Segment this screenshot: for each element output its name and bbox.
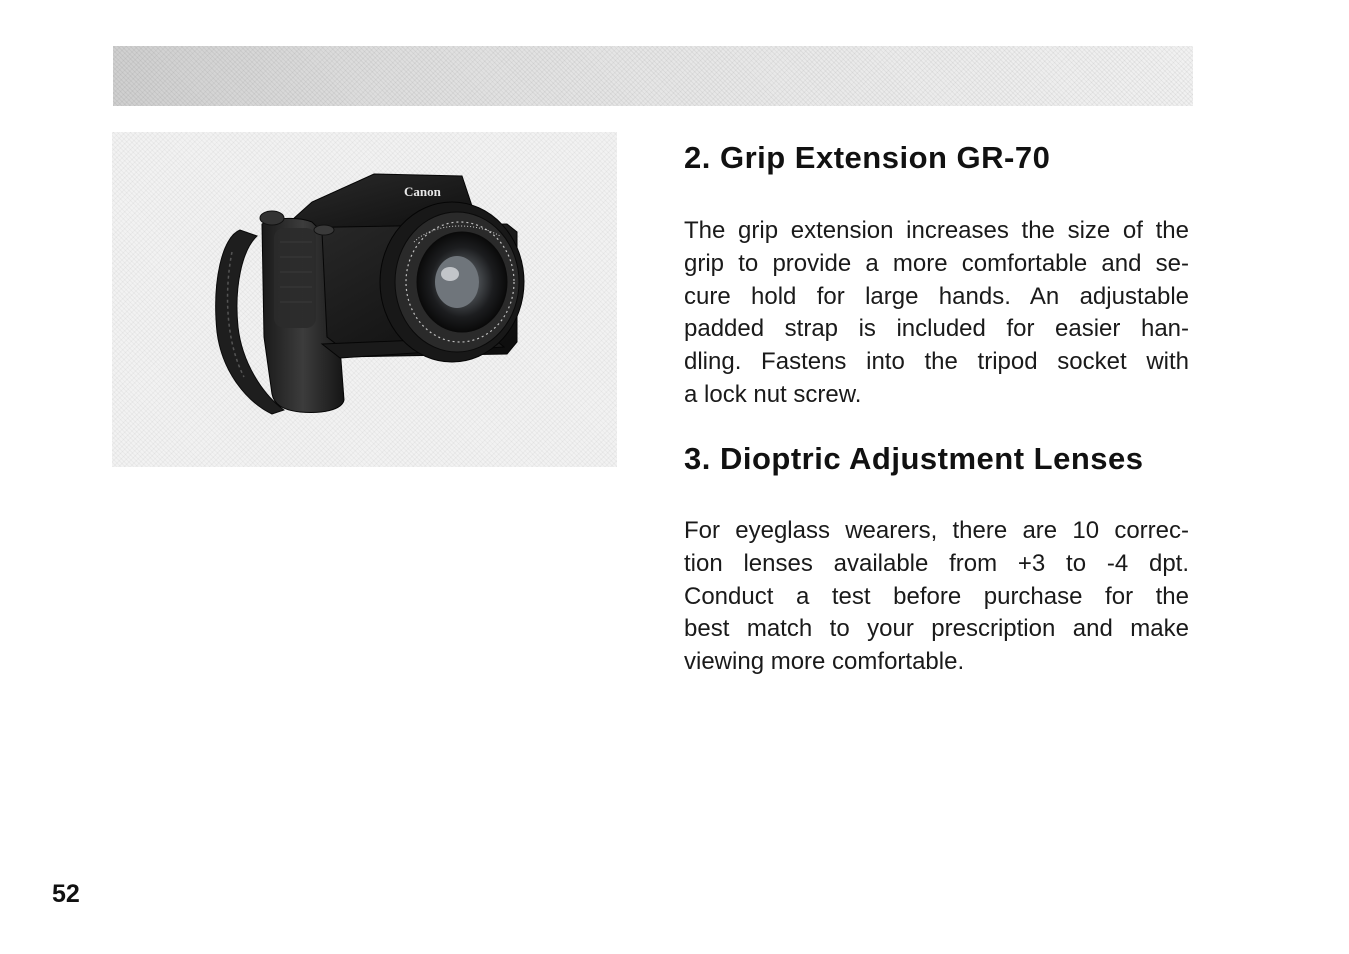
header-band [113,46,1193,106]
body-line: For eyeglass wearers, there are 10 correc- [684,517,1189,544]
body-line: dling. Fastens into the tripod socket with [684,348,1189,376]
camera-with-grip-icon [112,132,617,467]
canon-logo: Canon [404,184,441,199]
page-number: 52 [52,880,80,908]
body-line: a lock nut screw. [684,380,862,408]
body-line: The grip extension increases the size of the [684,217,1189,244]
body-line: padded strap is included for easier han- [684,315,1189,343]
camera-photo [112,132,617,467]
body-line: best match to your prescription and make [684,615,1189,643]
body-line: Conduct a test before purchase for the [684,582,1189,610]
section-heading-grip-extension: 2. Grip Extension GR-70 [684,140,1051,175]
section-heading-dioptric-lenses: 3. Dioptric Adjustment Lenses [684,441,1144,476]
section-body-dioptric-lenses [684,515,1189,679]
body-line: grip to provide a more comfortable and se- [684,249,1189,277]
body-line: cure hold for large hands. An adjustable [684,282,1189,310]
body-line: tion lenses available from +3 to -4 dpt. [684,549,1189,577]
section-body-grip-extension [684,215,1189,412]
body-line: viewing more comfortable. [684,648,965,676]
